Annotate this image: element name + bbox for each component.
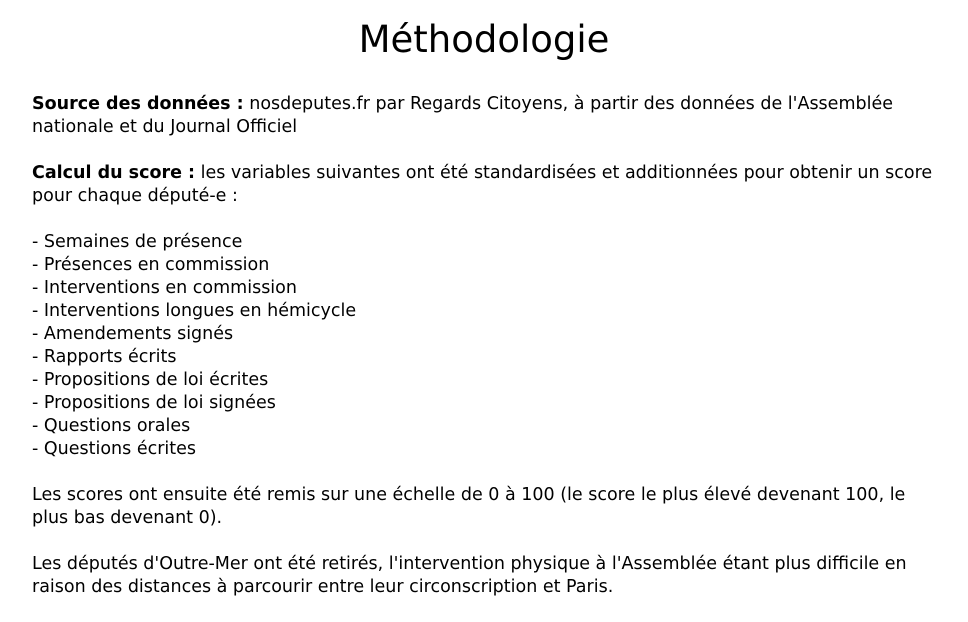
variables-list [32,231,942,461]
calcul-text: les variables suivantes ont été standardisées et additionnées pour obtenir un score pour chaque député-e : [32,163,933,206]
scale-note: Les scores ont ensuite été remis sur une échelle de 0 à 100 (le score le plus élevé devenant 100, le plus bas devenant 0). [32,485,906,528]
list-item: - Amendements signés [32,324,234,344]
list-item: - Propositions de loi écrites [32,370,269,390]
calcul-label: Calcul du score : [32,163,196,183]
list-item: - Propositions de loi signées [32,393,276,413]
source-label: Source des données : [32,94,244,114]
methodology-content [32,93,942,622]
list-item: - Rapports écrits [32,347,177,367]
list-item: - Interventions en commission [32,278,297,298]
calcul-paragraph [32,162,942,208]
list-item: - Interventions longues en hémicycle [32,301,357,321]
list-item: - Semaines de présence [32,232,243,252]
list-item: - Questions écrites [32,439,197,459]
page-title: Méthodologie [358,18,610,61]
outremer-note: Les députés d'Outre-Mer ont été retirés, l'intervention physique à l'Assemblée étant plus difficile en raison des distances à parcourir entre leur circonscription et Paris. [32,554,907,597]
source-paragraph [32,93,942,139]
list-item: - Présences en commission [32,255,270,275]
source-text: nosdeputes.fr par Regards Citoyens, à partir des données de l'Assemblée nationale et du Journal Officiel [32,94,893,137]
list-item: - Questions orales [32,416,191,436]
